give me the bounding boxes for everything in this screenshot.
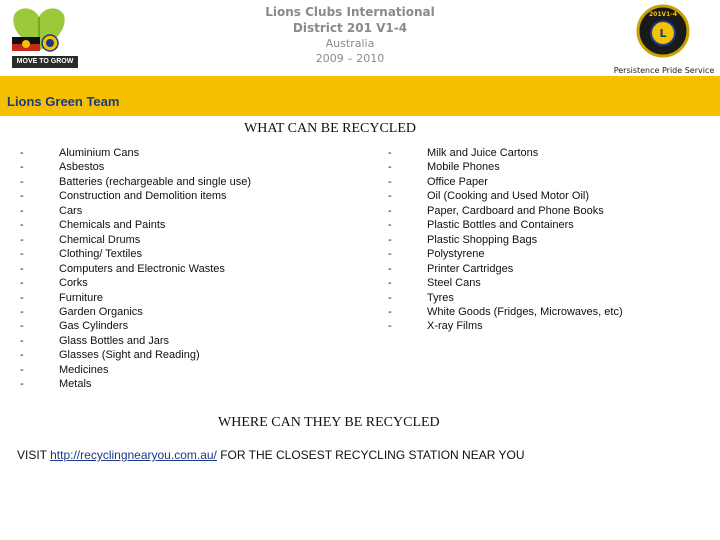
district-title — [230, 4, 470, 66]
bullet-dash: - — [20, 277, 24, 290]
list-item — [388, 291, 623, 305]
bullet-dash: - — [388, 204, 392, 217]
visit-prefix: VISIT — [17, 448, 51, 462]
recyclable-title: WHAT CAN BE RECYCLED — [244, 121, 417, 136]
list-item-text: Cars — [59, 204, 83, 217]
bullet-dash: - — [388, 291, 392, 304]
bullet-dash: - — [20, 320, 24, 333]
list-item-text: Garden Organics — [59, 305, 143, 318]
svg-text:L: L — [659, 27, 667, 40]
list-item-text: Paper, Cardboard and Phone Books — [427, 204, 604, 217]
list-item-text: Furniture — [59, 291, 104, 304]
list-item-text: Chemical Drums — [59, 233, 141, 246]
list-item — [20, 247, 251, 261]
list-item-text: Printer Cartridges — [427, 262, 514, 275]
team-name: Lions Green Team — [7, 94, 120, 109]
list-item-text: Steel Cans — [427, 277, 481, 290]
list-item — [20, 305, 251, 319]
bullet-dash: - — [20, 233, 24, 246]
visit-line — [17, 448, 525, 462]
list-item — [388, 276, 623, 290]
bullet-dash: - — [388, 262, 392, 275]
list-item — [20, 175, 251, 189]
bullet-dash: - — [20, 161, 24, 174]
list-item — [20, 334, 251, 348]
district-name: District 201 V1-4 — [292, 21, 408, 35]
bullet-dash: - — [388, 190, 392, 203]
bullet-dash: - — [388, 233, 392, 246]
bullet-dash: - — [388, 248, 392, 261]
list-item-text: Oil (Cooking and Used Motor Oil) — [427, 190, 590, 203]
list-item-text: White Goods (Fridges, Microwaves, etc) — [427, 305, 623, 318]
list-item-text: Milk and Juice Cartons — [427, 147, 539, 159]
page-header — [0, 0, 720, 76]
list-item — [20, 348, 251, 362]
emblem-district-text: 201V1-4 — [648, 11, 678, 18]
bullet-dash: - — [388, 219, 392, 232]
list-item-text: Plastic Bottles and Containers — [427, 219, 574, 232]
recyclable-list-left — [20, 146, 251, 392]
bullet-dash: - — [20, 219, 24, 232]
list-item — [20, 377, 251, 391]
move-to-grow-label: MOVE TO GROW — [12, 56, 78, 68]
list-item-text: Clothing/ Textiles — [59, 248, 142, 261]
list-item-text: Glass Bottles and Jars — [59, 334, 170, 347]
recycling-link[interactable]: http://recyclingnearyou.com.au/ — [50, 448, 217, 462]
list-item-text: Gas Cylinders — [59, 320, 129, 333]
list-item-text: Asbestos — [59, 161, 105, 174]
list-item — [20, 233, 251, 247]
list-item-text: Chemicals and Paints — [59, 219, 166, 232]
bullet-dash: - — [20, 334, 24, 347]
list-item — [388, 305, 623, 319]
list-item-text: Medicines — [59, 363, 109, 376]
list-item — [20, 291, 251, 305]
list-item-text: Polystyrene — [427, 248, 485, 261]
list-item — [388, 233, 623, 247]
bullet-dash: - — [388, 147, 392, 159]
bullet-dash: - — [20, 147, 24, 159]
bullet-dash: - — [388, 175, 392, 188]
motto: Persistence Pride Service — [613, 66, 715, 75]
list-item — [388, 218, 623, 232]
list-item-text: Aluminium Cans — [59, 147, 140, 159]
list-item — [388, 160, 623, 174]
list-item — [388, 247, 623, 261]
list-item — [388, 319, 623, 333]
bullet-dash: - — [20, 378, 24, 391]
list-item — [20, 160, 251, 174]
list-item — [388, 204, 623, 218]
bullet-dash: - — [388, 305, 392, 318]
list-item-text: Office Paper — [427, 175, 488, 188]
recyclable-list-right — [388, 146, 623, 334]
list-item — [388, 189, 623, 203]
list-item — [20, 204, 251, 218]
bullet-dash: - — [20, 349, 24, 362]
team-banner — [0, 76, 720, 116]
bullet-dash: - — [20, 204, 24, 217]
list-item-text: Computers and Electronic Wastes — [59, 262, 225, 275]
list-item — [388, 146, 623, 160]
list-item — [20, 146, 251, 160]
list-item — [20, 189, 251, 203]
bullet-dash: - — [20, 291, 24, 304]
bullet-dash: - — [20, 248, 24, 261]
bullet-dash: - — [20, 305, 24, 318]
year-range: 2009 – 2010 — [315, 52, 385, 65]
org-name: Lions Clubs International — [265, 5, 435, 19]
leaf-flag-logo-icon — [6, 3, 72, 55]
visit-suffix: FOR THE CLOSEST RECYCLING STATION NEAR YOU — [216, 448, 525, 462]
bullet-dash: - — [20, 363, 24, 376]
list-item — [388, 262, 623, 276]
list-item — [20, 363, 251, 377]
lions-emblem-icon — [636, 3, 690, 59]
list-item-text: X-ray Films — [427, 320, 483, 333]
where-title: WHERE CAN THEY BE RECYCLED — [218, 415, 440, 430]
list-item-text: Tyres — [427, 291, 454, 304]
list-item — [20, 319, 251, 333]
list-item — [20, 218, 251, 232]
country: Australia — [325, 37, 375, 50]
list-item-text: Metals — [59, 378, 92, 391]
list-item — [20, 262, 251, 276]
bullet-dash: - — [388, 161, 392, 174]
bullet-dash: - — [20, 262, 24, 275]
district-emblem — [636, 3, 690, 59]
bullet-dash: - — [388, 320, 392, 333]
bullet-dash: - — [20, 175, 24, 188]
bullet-dash: - — [20, 190, 24, 203]
list-item — [20, 276, 251, 290]
list-item-text: Plastic Shopping Bags — [427, 233, 538, 246]
list-item — [388, 175, 623, 189]
list-item-text: Mobile Phones — [427, 161, 500, 174]
move-to-grow-logo — [6, 3, 72, 65]
list-item-text: Corks — [59, 277, 88, 290]
bullet-dash: - — [388, 277, 392, 290]
list-item-text: Batteries (rechargeable and single use) — [59, 175, 252, 188]
list-item-text: Glasses (Sight and Reading) — [59, 349, 200, 362]
list-item-text: Construction and Demolition items — [59, 190, 227, 203]
